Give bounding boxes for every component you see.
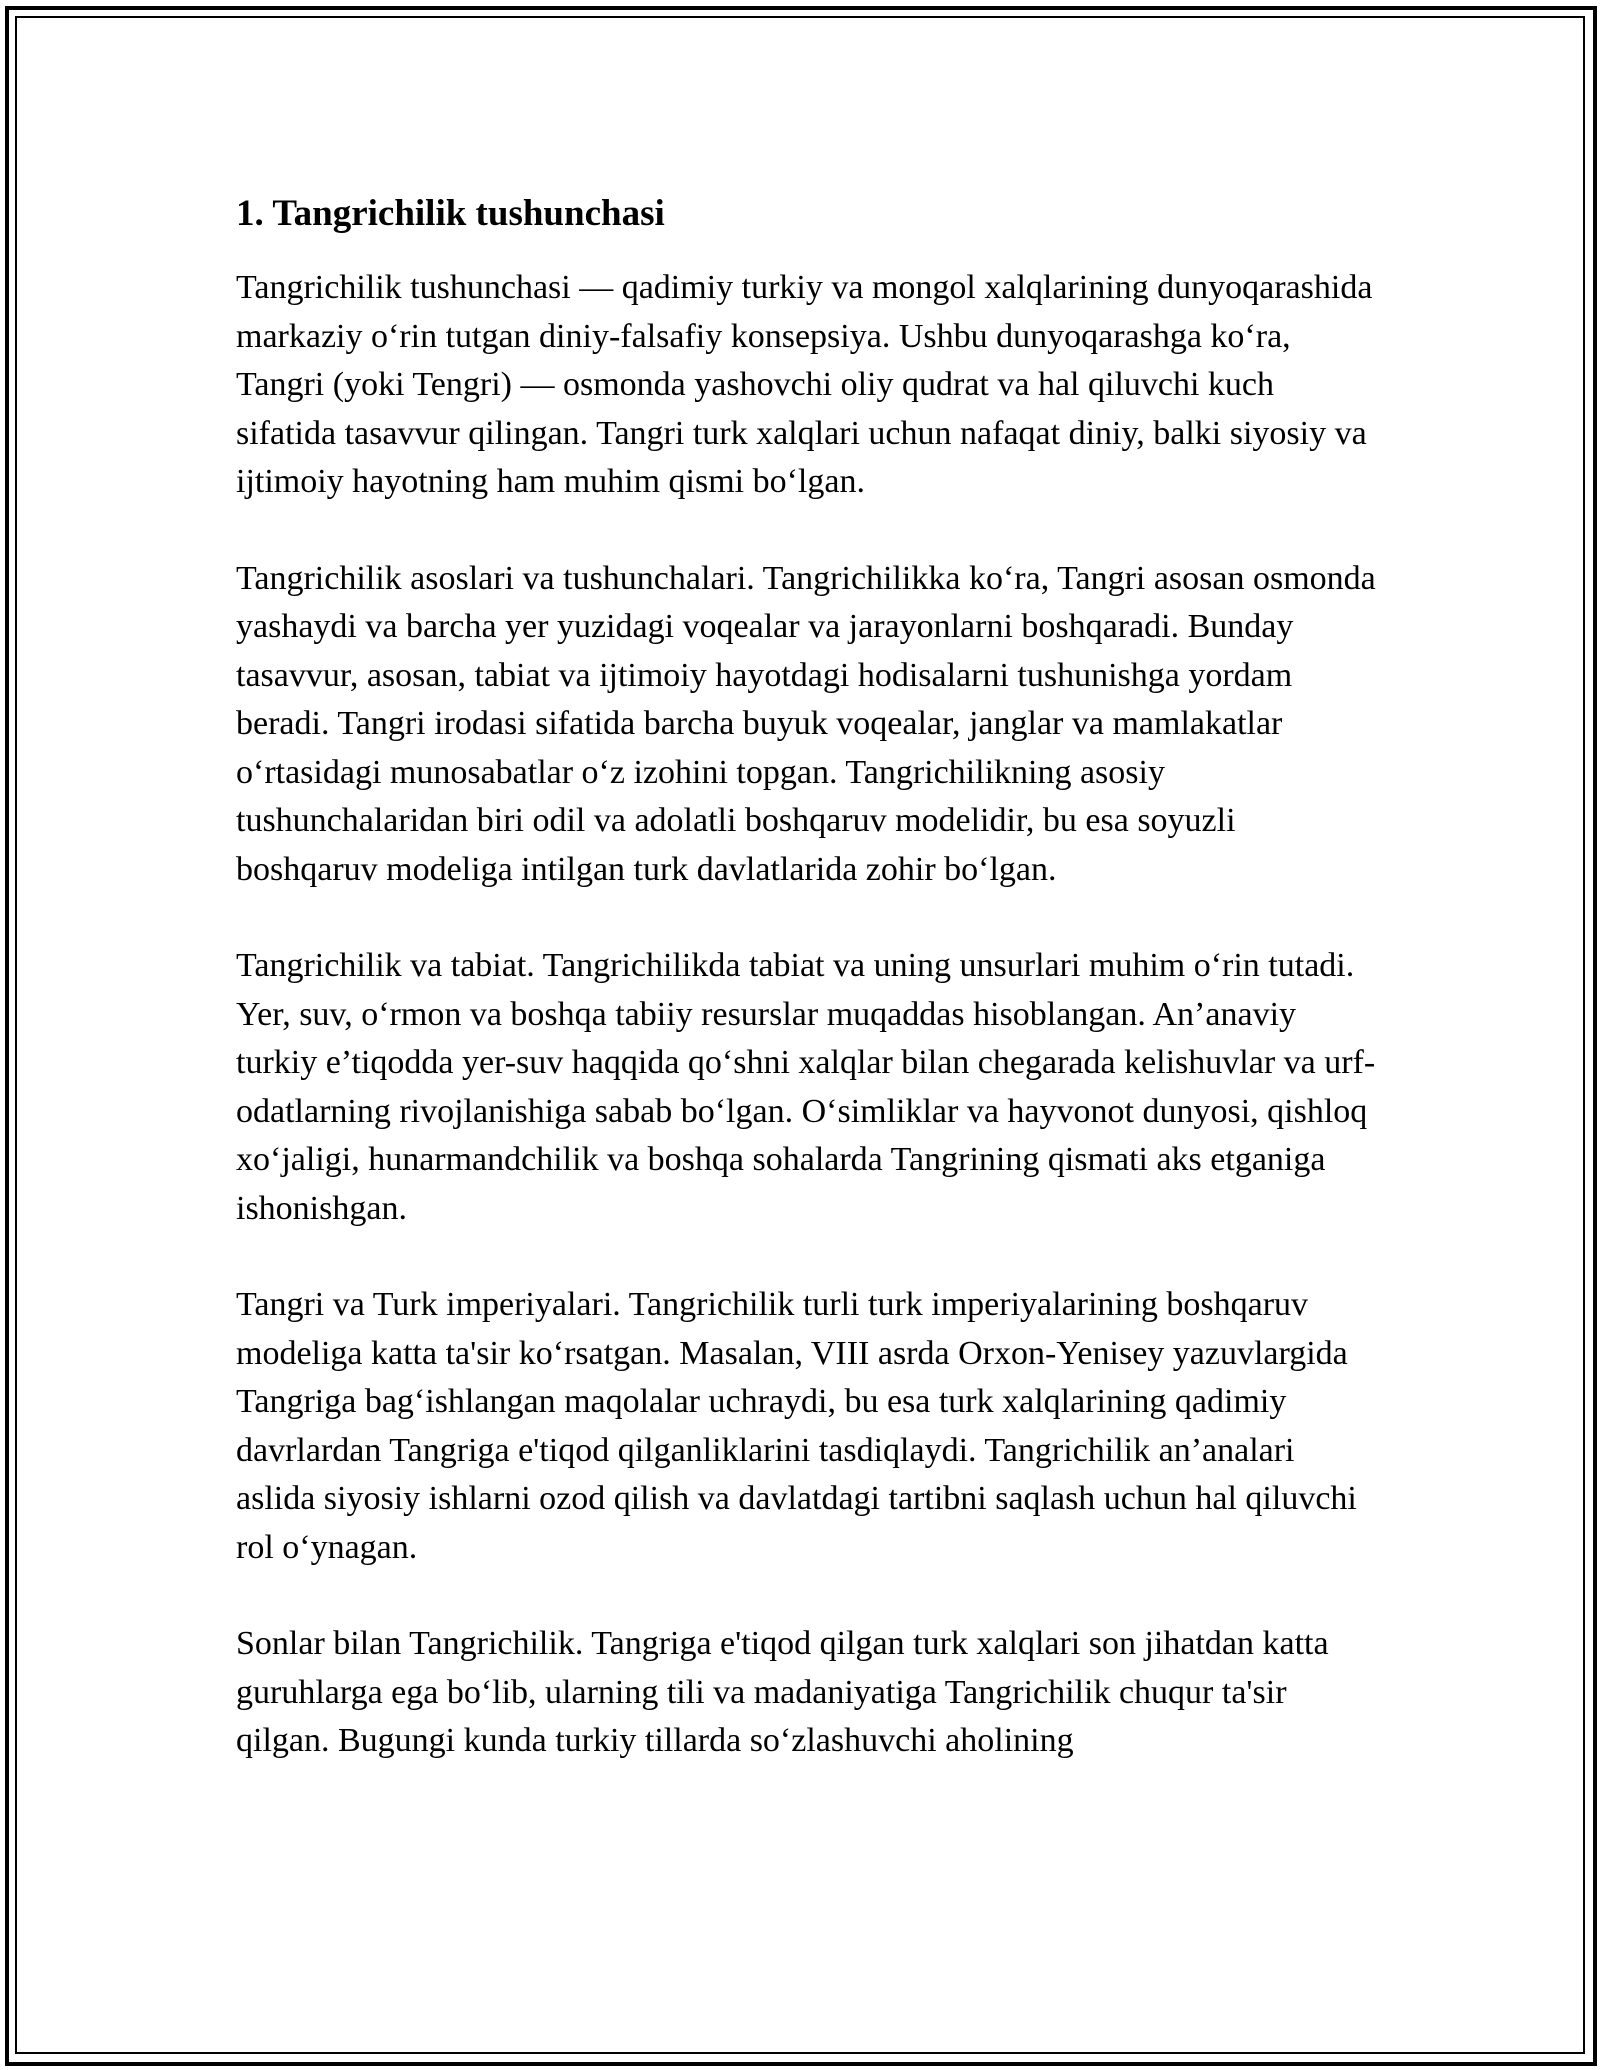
paragraph-turkic-empires: Tangri va Turk imperiyalari. Tangrichilik turli turk imperiyalarining boshqaruv modeliga katta ta'sir ko‘rsatgan. Masalan, VIII asrda Orxon-Yenisey yazuvlargida Tangriga bag‘ishlangan maqolalar uchraydi, bu esa turk xalqlarining qadimiy davrlardan Tangriga e'tiqod qilganliklarini tasdiqlaydi. Tangrichilik an’analari aslida siyosiy ishlarni ozod qilish va davlatdagi tartibni saqlash uchun hal qiluvchi rol o‘ynagan. [236,1286,1357,1566]
document-body [236,186,1376,1766]
section-heading: 1. Tangrichilik tushunchasi [236,193,665,234]
paragraph-foundations: Tangrichilik asoslari va tushunchalari. Tangrichilikka ko‘ra, Tangri asosan osmonda yashaydi va barcha yer yuzidagi voqealar va jarayonlarni boshqaradi. Bunday tasavvur, asosan, tabiat va ijtimoiy hayotdagi hodisalarni tushunishga yordam beradi. Tangri irodasi sifatida barcha buyuk voqealar, janglar va mamlakatlar o‘rtasidagi munosabatlar o‘z izohini topgan. Tangrichilikning asosiy tushunchalaridan biri odil va adolatli boshqaruv modelidir, bu esa soyuzli boshqaruv modeliga intilgan turk davlatlarida zohir bo‘lgan. [236,559,1376,888]
paragraph-nature: Tangrichilik va tabiat. Tangrichilikda tabiat va uning unsurlari muhim o‘rin tutadi. Yer, suv, o‘rmon va boshqa tabiiy resurslar muqaddas hisoblangan. An’anaviy turkiy e’tiqodda yer-suv haqqida qo‘shni xalqlar bilan chegarada kelishuvlar va urf-odatlarning rivojlanishiga sabab bo‘lgan. O‘simliklar va hayvonot dunyosi, qishloq xo‘jaligi, hunarmandchilik va boshqa sohalarda Tangrining qismati aks etganiga ishonishgan. [236,947,1376,1227]
paragraph-tangrichilik-concept: Tangrichilik tushunchasi — qadimiy turkiy va mongol xalqlarining dunyoqarashida markaziy o‘rin tutgan diniy-falsafiy konsepsiya. Ushbu dunyoqarashga ko‘ra, Tangri (yoki Tengri) — osmonda yashovchi oliy qudrat va hal qiluvchi kuch sifatida tasavvur qilingan. Tangri turk xalqlari uchun nafaqat diniy, balki siyosiy va ijtimoiy hayotning ham muhim qismi bo‘lgan. [236,269,1373,500]
paragraph-numbers: Sonlar bilan Tangrichilik. Tangriga e'tiqod qilgan turk xalqlari son jihatdan katta guruhlarga ega bo‘lib, ularning tili va madaniyatiga Tangrichilik chuqur ta'sir qilgan. Bugungi kunda turkiy tillarda so‘zlashuvchi aholining [236,1625,1329,1759]
